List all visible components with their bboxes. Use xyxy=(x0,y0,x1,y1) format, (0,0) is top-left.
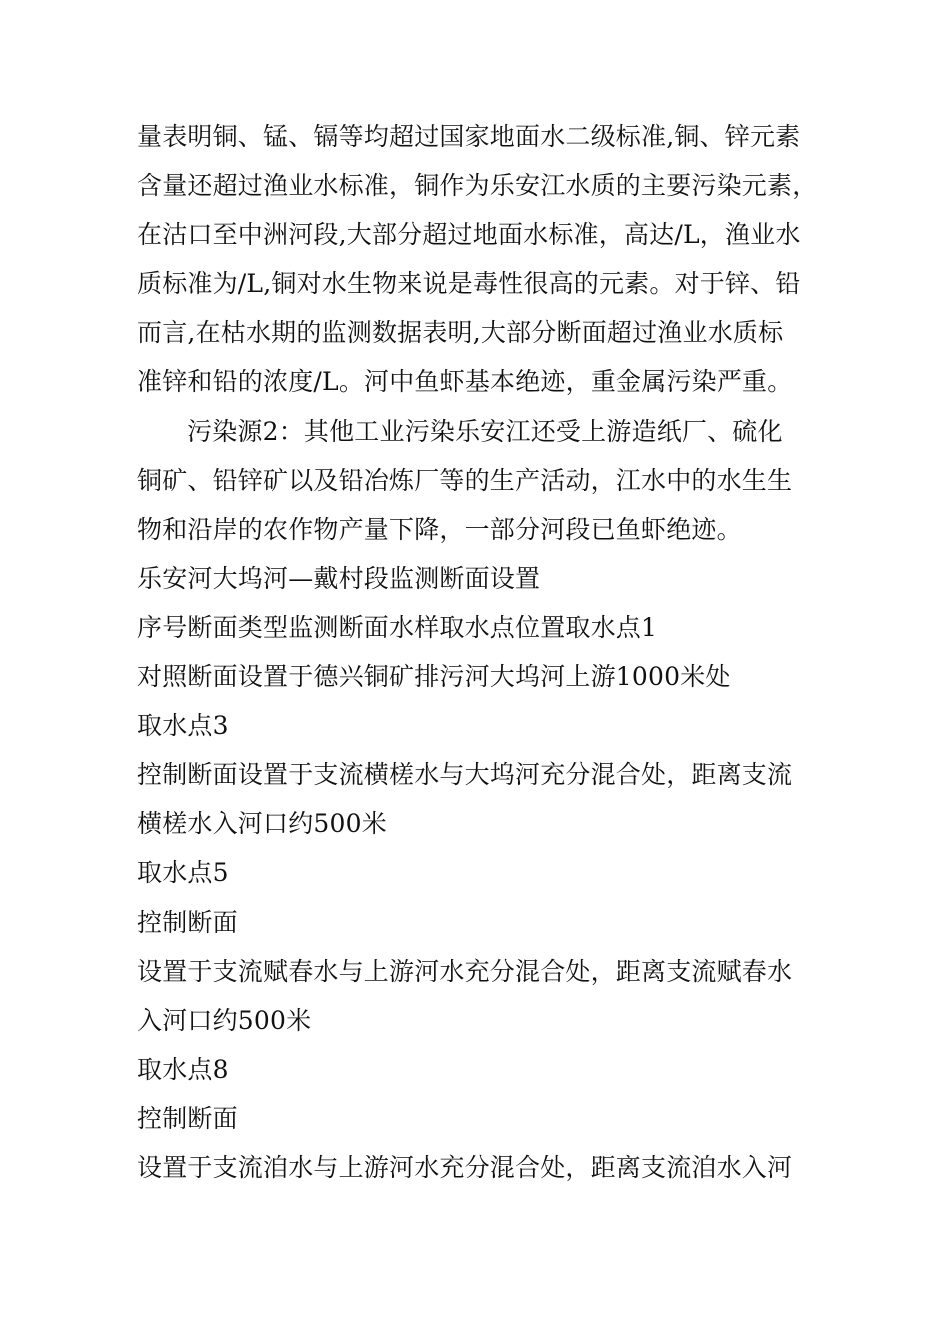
text-line: 入河口约500米 xyxy=(137,1005,312,1035)
section-type: 控制断面 xyxy=(137,907,238,937)
text-line: 污染源2：其他工业污染乐安江还受上游造纸厂、硫化 xyxy=(187,416,783,446)
section-type: 控制断面 xyxy=(137,1103,238,1133)
document-body xyxy=(137,112,817,1192)
paragraph-copper-pollution xyxy=(137,112,817,407)
table-row: 对照断面设置于德兴铜矿排污河大坞河上游1000米处 xyxy=(137,662,731,692)
sampling-point-label: 取水点5 xyxy=(137,858,229,888)
section-title: 乐安河大坞河—戴村段监测断面设置 xyxy=(137,563,541,593)
text-line: 而言,在枯水期的监测数据表明,大部分断面超过渔业水质标 xyxy=(137,318,784,348)
text-line: 质标准为/L,铜对水生物来说是毒性很高的元素。对于锌、铅 xyxy=(137,269,801,299)
paragraph-pollution-source-2 xyxy=(137,407,817,554)
sampling-point-label: 取水点3 xyxy=(137,711,229,741)
text-line: 在沽口至中洲河段,大部分超过地面水标准，高达/L，渔业水 xyxy=(137,220,801,250)
text-line: 量表明铜、锰、镉等均超过国家地面水二级标准,铜、锌元素 xyxy=(137,122,801,151)
text-line: 含量还超过渔业水标准，铜作为乐安江水质的主要污染元素， xyxy=(137,171,818,201)
text-line: 准锌和铅的浓度/L。河中鱼虾基本绝迹，重金属污染严重。 xyxy=(137,367,793,397)
text-line: 设置于支流赋春水与上游河水充分混合处，距离支流赋春水 xyxy=(137,956,793,986)
table-row xyxy=(137,947,817,1045)
table-row: 设置于支流洎水与上游河水充分混合处，距离支流洎水入河 xyxy=(137,1152,793,1182)
table-row xyxy=(137,750,817,848)
text-line: 物和沿岸的农作物产量下降，一部分河段已鱼虾绝迹。 xyxy=(137,514,742,544)
text-line: 控制断面设置于支流横槎水与大坞河充分混合处，距离支流 xyxy=(137,760,793,790)
table-header: 序号断面类型监测断面水样取水点位置取水点1 xyxy=(137,612,658,642)
sampling-point-label: 取水点8 xyxy=(137,1054,229,1084)
text-line: 横槎水入河口约500米 xyxy=(137,809,387,839)
text-line: 铜矿、铅锌矿以及铅冶炼厂等的生产活动，江水中的水生生 xyxy=(137,465,793,495)
